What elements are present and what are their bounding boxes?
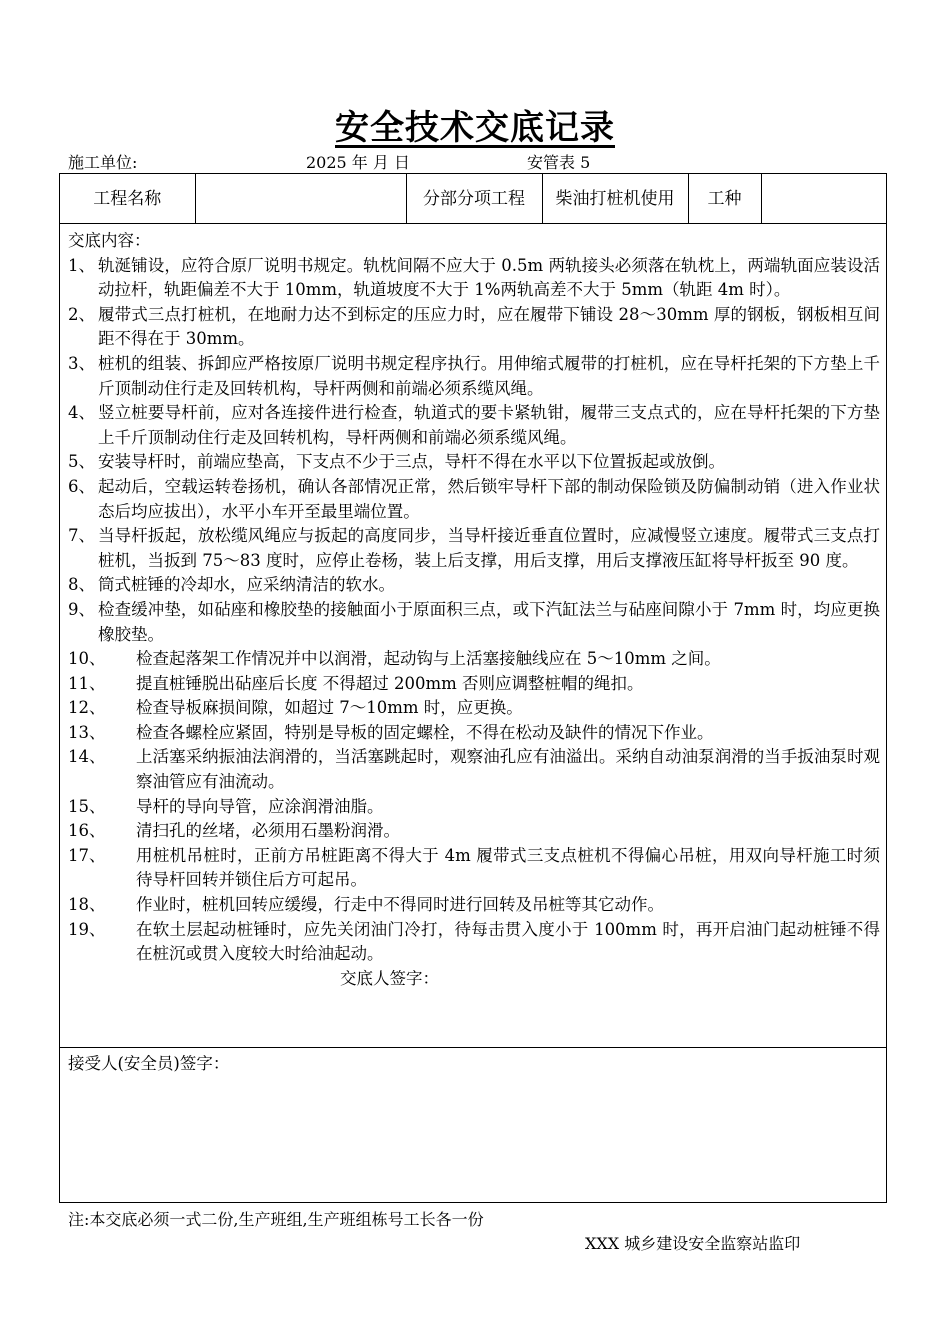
trade-label: 工种 bbox=[688, 174, 761, 224]
list-item-number: 5、 bbox=[68, 452, 95, 472]
date-line: 2025 年 月 日 bbox=[306, 153, 410, 172]
list-item bbox=[68, 647, 880, 672]
list-item-text: 导杆的导向导管，应涂润滑油脂。 bbox=[136, 796, 384, 816]
list-item-number: 16、 bbox=[68, 821, 106, 841]
list-item-text: 当导杆扳起，放松缆风绳应与扳起的高度同步，当导杆接近垂直位置时，应减慢竖立速度。履带式三支点打桩机，当扳到 75～83 度时，应停止卷杨，装上后支撑，用后支撑，用后支撑液压缸将导杆扳至 90 度。 bbox=[98, 526, 880, 570]
list-item bbox=[68, 573, 880, 598]
trade-field[interactable] bbox=[761, 174, 886, 224]
list-item-text: 上活塞采纳振油法润滑的，当活塞跳起时，观察油孔应有油溢出。采纳自动油泵润滑的当手扳油泵时观察油管应有油流动。 bbox=[136, 747, 880, 792]
list-item bbox=[68, 721, 880, 746]
list-item-text: 检查导板麻损间隙，如超过 7～10mm 时，应更换。 bbox=[136, 698, 523, 718]
project-name-label: 工程名称 bbox=[60, 174, 195, 224]
project-name-field[interactable] bbox=[195, 174, 406, 224]
list-item-text: 桩机的组装、拆卸应严格按原厂说明书规定程序执行。用伸缩式履带的打桩机，应在导杆托架的下方垫上千斤顶制动住行走及回转机构，导杆两侧和前端必须系缆风绳。 bbox=[98, 353, 880, 398]
receiver-label: 接受人(安全员)签字： bbox=[68, 1054, 230, 1073]
list-item-text: 检查起落架工作情况并中以润滑，起动钩与上活塞接触线应在 5～10mm 之间。 bbox=[136, 649, 721, 669]
subproject-field[interactable]: 柴油打桩机使用 bbox=[542, 174, 688, 224]
header-table bbox=[60, 174, 886, 224]
list-item bbox=[68, 401, 880, 450]
list-item-text: 安装导杆时，前端应垫高，下支点不少于三点，导杆不得在水平以下位置扳起或放倒。 bbox=[98, 452, 725, 472]
list-item-text: 用桩机吊桩时，正前方吊桩距离不得大于 4m 履带式三支点桩机不得偏心吊桩，用双向导杆施工时须待导杆回转并锁住后方可起吊。 bbox=[136, 845, 880, 890]
list-item-number: 2、 bbox=[68, 304, 95, 324]
list-item-text: 履带式三点打桩机，在地耐力达不到标定的压应力时，应在履带下铺设 28～30mm 厚的钢板，钢板相互间距不得在于 30mm。 bbox=[98, 304, 880, 349]
list-item-number: 19、 bbox=[68, 919, 106, 939]
list-item-text: 清扫孔的丝堵，必须用石墨粉润滑。 bbox=[136, 821, 400, 841]
list-item-number: 1、 bbox=[68, 255, 95, 275]
receiver-signature-area[interactable] bbox=[60, 1047, 886, 1203]
list-item bbox=[68, 795, 880, 820]
list-item-number: 9、 bbox=[68, 599, 95, 619]
list-item-number: 3、 bbox=[68, 353, 95, 373]
list-item-number: 7、 bbox=[68, 526, 95, 546]
station-stamp-text: XXX 城乡建设安全监察站监印 bbox=[585, 1234, 801, 1253]
list-item-text: 检查各螺栓应紧固，特别是导板的固定螺栓，不得在松动及缺件的情况下作业。 bbox=[136, 722, 714, 742]
list-item-number: 11、 bbox=[68, 673, 106, 693]
list-item-number: 18、 bbox=[68, 895, 106, 915]
list-item bbox=[68, 745, 880, 794]
list-item-number: 13、 bbox=[68, 722, 106, 742]
subproject-label: 分部分项工程 bbox=[406, 174, 542, 224]
list-item bbox=[68, 598, 880, 647]
list-item-number: 6、 bbox=[68, 476, 95, 496]
list-item-number: 17、 bbox=[68, 845, 106, 865]
disclosure-content bbox=[68, 229, 880, 991]
construction-unit-label: 施工单位: bbox=[68, 153, 138, 172]
record-form bbox=[59, 173, 887, 1203]
list-item-text: 提直桩锤脱出砧座后长度 不得超过 200mm 否则应调整桩帽的绳扣。 bbox=[136, 673, 644, 693]
list-item-number: 12、 bbox=[68, 698, 106, 718]
list-item-text: 起动后，空载运转卷扬机，确认各部情况正常，然后锁牢导杆下部的制动保险锁及防偏制动销（进入作业状态后均应拔出），水平小车开至最里端位置。 bbox=[98, 476, 880, 521]
list-item-number: 4、 bbox=[68, 403, 95, 423]
disclosure-list bbox=[68, 254, 880, 967]
list-item-text: 轨涎铺设，应符合原厂说明书规定。轨枕间隔不应大于 0.5m 两轨接头必须落在轨枕上，两端轨面应装设活动拉杆，轨距偏差不大于 10mm，轨道坡度不大于 1%两轨高差不大于 5mm（轨距 4m 时）。 bbox=[98, 255, 880, 300]
list-item-number: 15、 bbox=[68, 796, 106, 816]
list-item-text: 竖立桩要导杆前，应对各连接件进行检查，轨道式的要卡紧轨钳，履带三支点式的，应在导杆托架的下方垫上千斤顶制动住行走及回转机构，导杆两侧和前端必须系缆风绳。 bbox=[98, 403, 880, 447]
signer-label: 交底人签字： bbox=[340, 968, 439, 988]
list-item bbox=[68, 352, 880, 401]
list-item bbox=[68, 524, 880, 573]
document-title: 安全技术交底记录 bbox=[335, 108, 615, 148]
list-item-number: 10、 bbox=[68, 649, 106, 669]
content-heading: 交底内容： bbox=[68, 231, 151, 250]
list-item bbox=[68, 450, 880, 475]
list-item-text: 检查缓冲垫，如砧座和橡胶垫的接触面小于原面积三点，或下汽缸法兰与砧座间隙小于 7mm 时，均应更换橡胶垫。 bbox=[98, 599, 880, 644]
footer-note: 注:本交底必须一式二份,生产班组,生产班组栋号工长各一份 bbox=[68, 1210, 484, 1229]
list-item-text: 筒式桩锤的冷却水，应采纳清洁的软水。 bbox=[98, 575, 395, 595]
list-item-text: 作业时，桩机回转应缓缦，行走中不得同时进行回转及吊桩等其它动作。 bbox=[136, 895, 664, 915]
list-item-text: 在软土层起动桩锤时，应先关闭油门冷打，待每击贯入度小于 100mm 时，再开启油门起动桩锤不得在桩沉或贯入度较大时给油起动。 bbox=[136, 919, 880, 964]
list-item bbox=[68, 475, 880, 524]
list-item bbox=[68, 254, 880, 303]
form-number: 安管表 5 bbox=[527, 153, 591, 172]
list-item-number: 8、 bbox=[68, 575, 95, 595]
list-item bbox=[68, 672, 880, 697]
list-item bbox=[68, 844, 880, 893]
list-item bbox=[68, 918, 880, 967]
list-item bbox=[68, 696, 880, 721]
list-item-number: 14、 bbox=[68, 747, 106, 767]
list-item bbox=[68, 819, 880, 844]
list-item bbox=[68, 303, 880, 352]
list-item bbox=[68, 893, 880, 918]
